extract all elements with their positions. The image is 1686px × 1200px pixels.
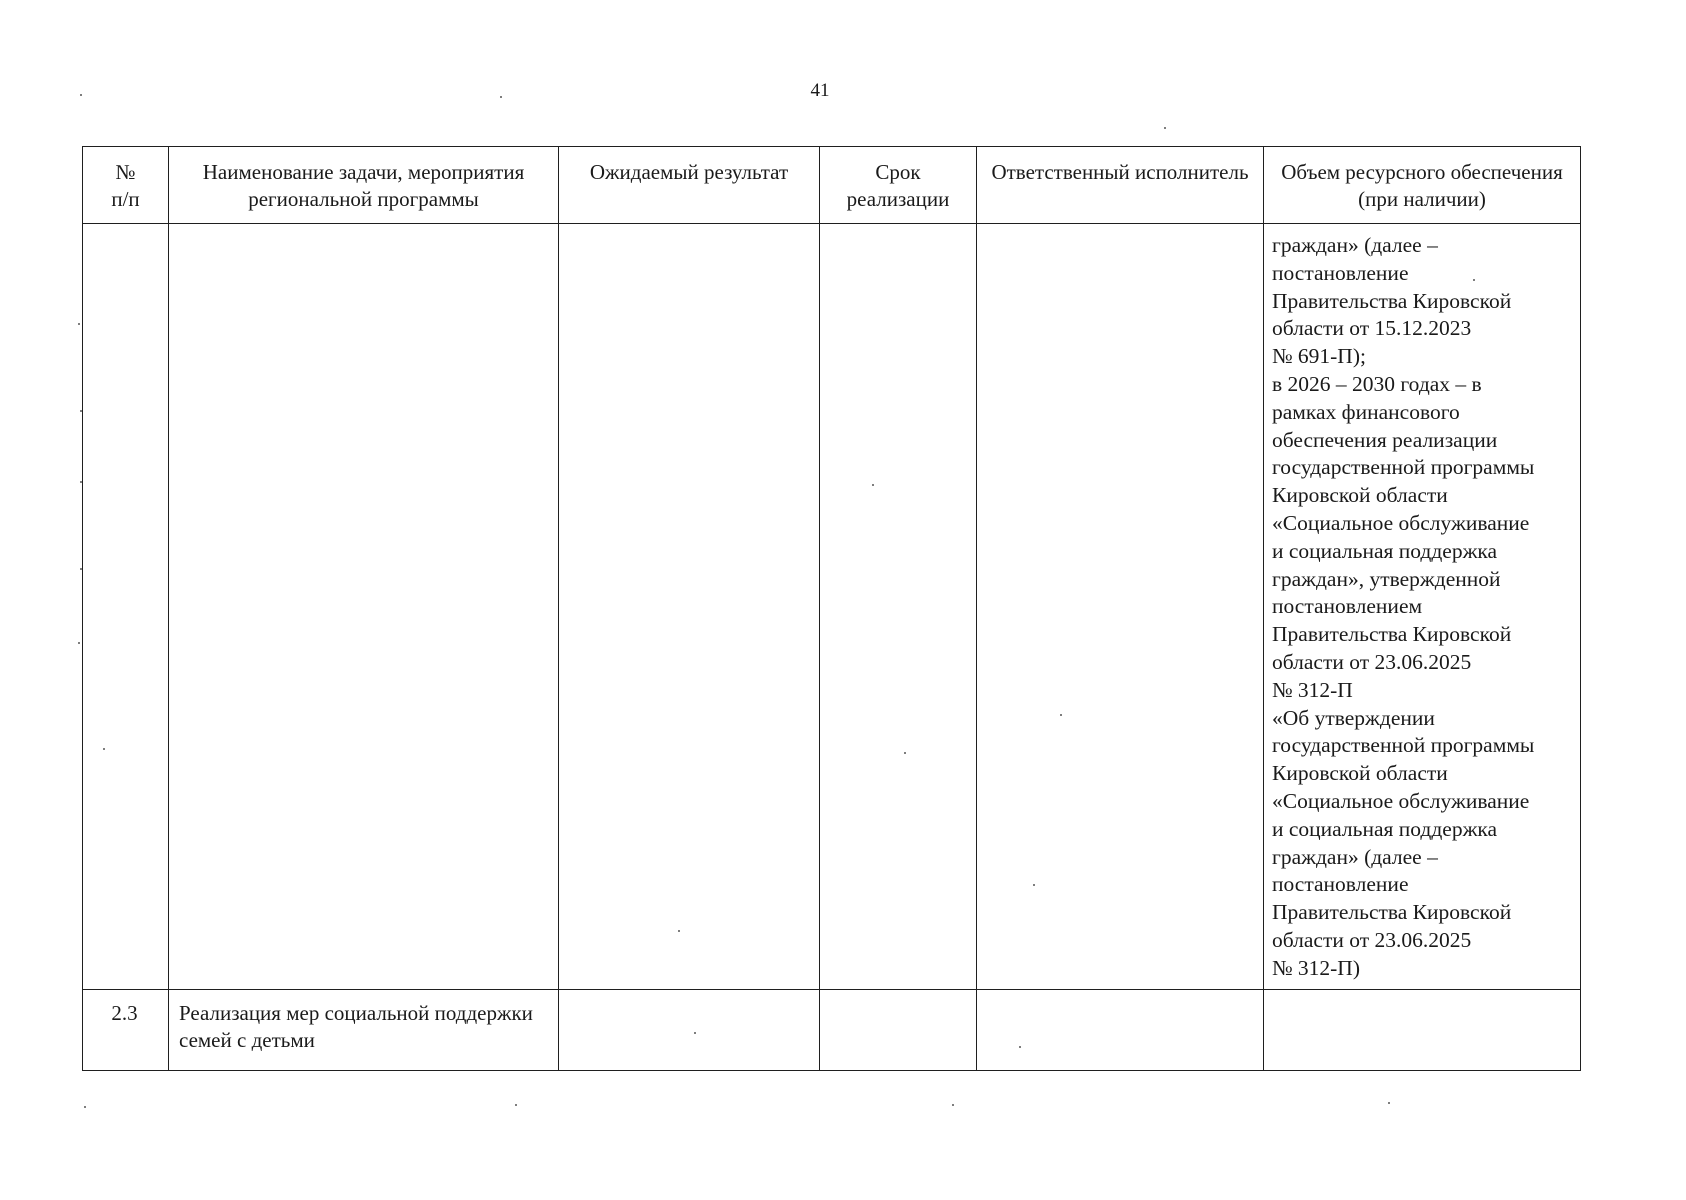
header-num: № п/п [83, 147, 169, 224]
scan-speck [694, 1032, 696, 1034]
cell-result [559, 224, 820, 990]
scan-speck [904, 752, 906, 754]
scan-speck [500, 96, 502, 98]
scan-speck [78, 323, 80, 325]
cell-num: 2.3 [83, 989, 169, 1070]
header-resources: Объем ресурсного обеспечения (при наличии) [1264, 147, 1581, 224]
scan-speck [78, 642, 80, 644]
scan-speck [1019, 1046, 1021, 1048]
program-table [82, 146, 1581, 1071]
page-number: 41 [810, 80, 830, 101]
scan-speck [1388, 1102, 1390, 1104]
scan-speck [952, 1104, 954, 1106]
cell-resources: граждан» (далее – постановление Правительства Кировской области от 15.12.2023 № 691-П); в 2026 – 2030 годах – в рамках финансового обеспечения реализации государственной программы Кировской области «Социальное обслуживание и социальная поддержка граждан», утвержденной постановлением Правительства Кировской области от 23.06.2025 № 312-П «Об утверждении государственной программы Кировской области «Социальное обслуживание и социальная поддержка граждан» (далее – постановление Правительства Кировской области от 23.06.2025 № 312-П) [1264, 224, 1581, 990]
scan-speck [80, 481, 82, 483]
cell-name [169, 224, 559, 990]
header-executor: Ответственный исполнитель [977, 147, 1264, 224]
scan-speck [1060, 714, 1062, 716]
cell-num [83, 224, 169, 990]
header-result: Ожидаемый результат [559, 147, 820, 224]
scan-speck [872, 484, 874, 486]
cell-result [559, 989, 820, 1070]
cell-resources [1264, 989, 1581, 1070]
header-name: Наименование задачи, мероприятия региональной программы [169, 147, 559, 224]
header-term: Срок реализации [820, 147, 977, 224]
table-row [83, 989, 1581, 1070]
scan-speck [678, 930, 680, 932]
scan-speck [103, 748, 105, 750]
cell-executor [977, 224, 1264, 990]
scan-speck [515, 1104, 517, 1106]
cell-term [820, 224, 977, 990]
scan-speck [80, 568, 82, 570]
cell-executor [977, 989, 1264, 1070]
table-row [83, 224, 1581, 990]
scan-speck [1033, 884, 1035, 886]
scan-speck [80, 410, 82, 412]
scan-speck [80, 94, 82, 96]
scan-speck [1164, 127, 1166, 129]
scan-speck [84, 1106, 86, 1108]
cell-term [820, 989, 977, 1070]
cell-name: Реализация мер социальной поддержки семей с детьми [169, 989, 559, 1070]
table-header-row [83, 147, 1581, 224]
scan-speck [1473, 279, 1475, 281]
